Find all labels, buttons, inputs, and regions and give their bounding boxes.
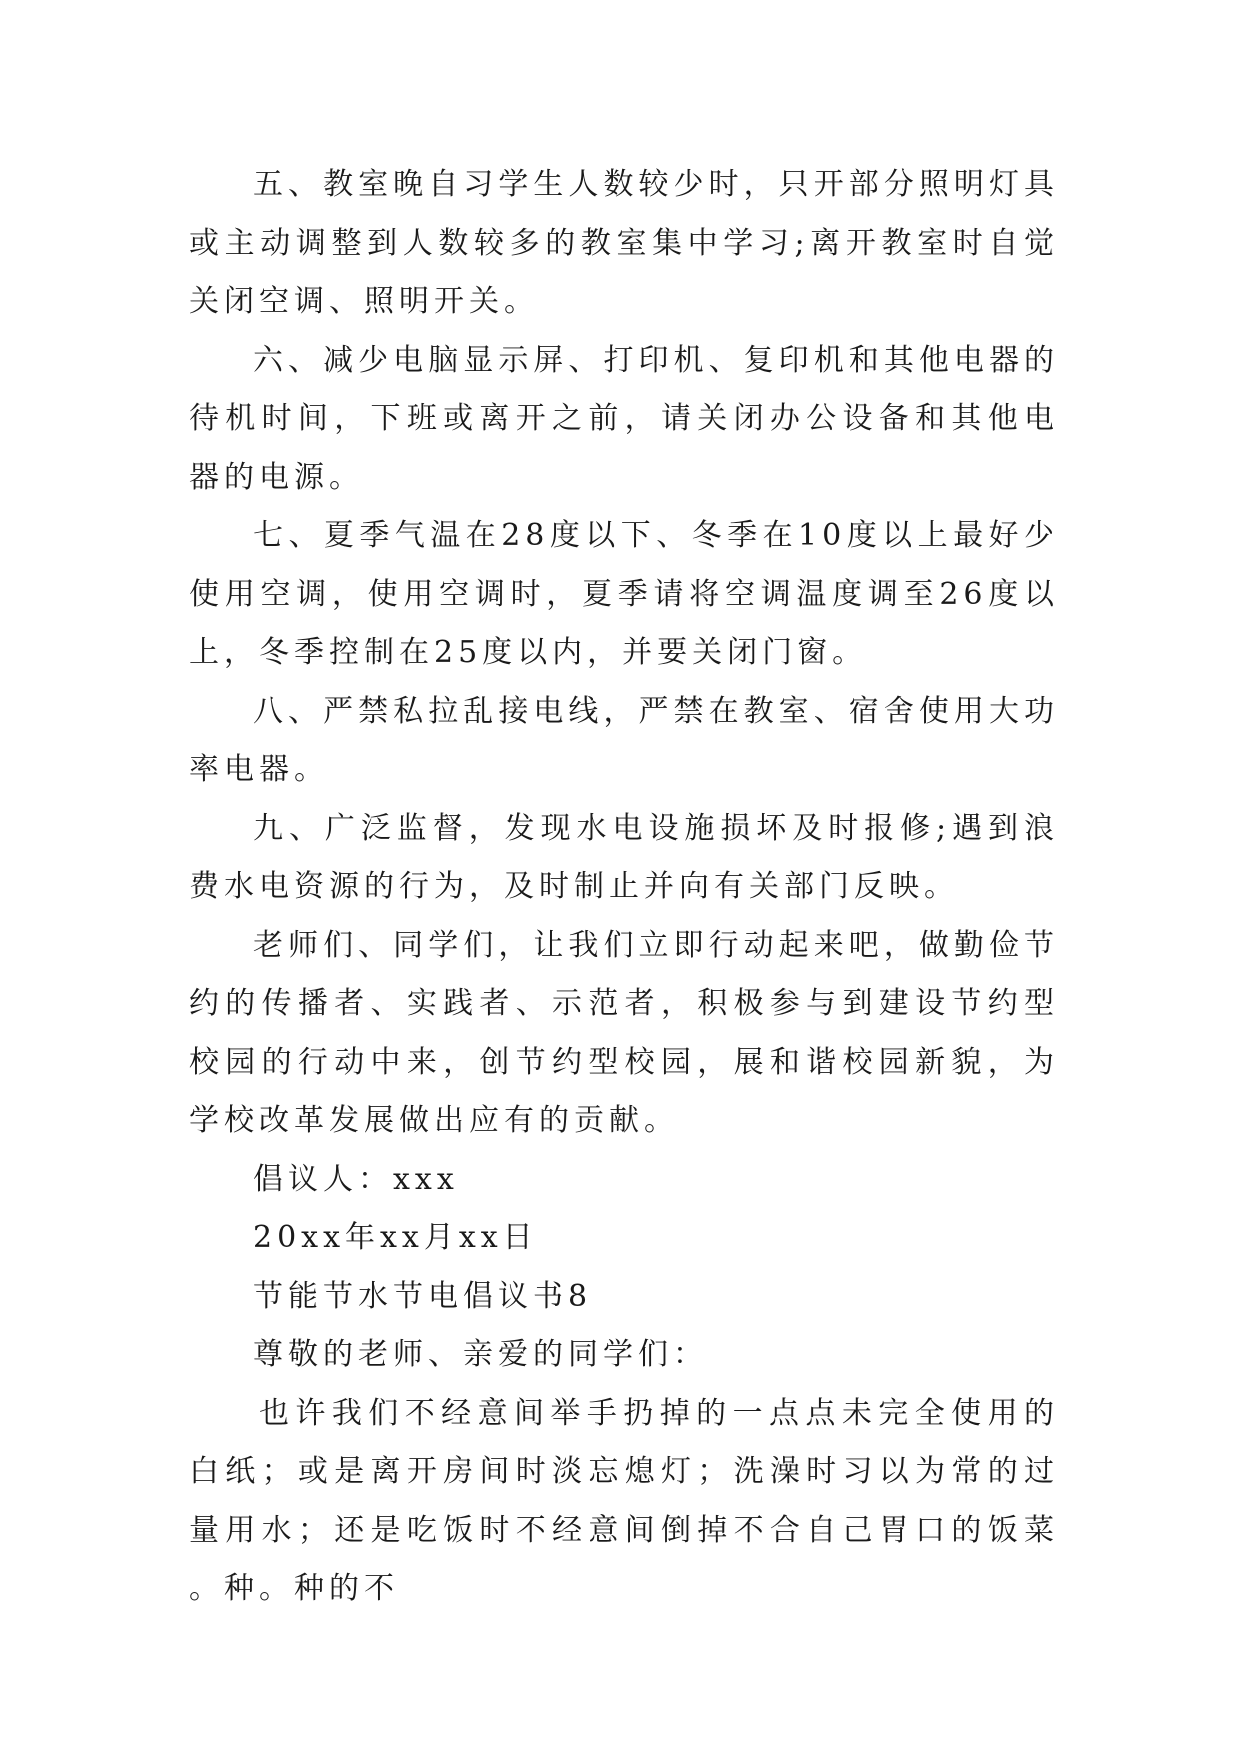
- date-line: 20xx年xx月xx日: [253, 1220, 538, 1255]
- paragraph-item-7: 七、夏季气温在28度以下、冬季在10度以上最好少使用空调，使用空调时，夏季请将空调温度调至26度以上，冬季控制在25度以内，并要关闭门窗。: [189, 518, 1059, 670]
- closing-appeal-paragraph: 老师们、同学们，让我们立即行动起来吧，做勤俭节约的传播者、实践者、示范者，积极参与到建设节约型校园的行动中来，创节约型校园，展和谐校园新貌，为学校改革发展做出应有的贡献。: [189, 927, 1059, 1138]
- paragraph-item-6: 六、减少电脑显示屏、打印机、复印机和其他电器的待机时间，下班或离开之前，请关闭办公设备和其他电器的电源。: [189, 342, 1059, 495]
- paragraph-item-8: 八、严禁私拉乱接电线，严禁在教室、宿舍使用大功率电器。: [189, 693, 1059, 787]
- paragraph-item-9: 九、广泛监督，发现水电设施损坏及时报修;遇到浪费水电资源的行为，及时制止并向有关部门反映。: [189, 810, 1059, 904]
- section-title: 节能节水节电倡议书8: [253, 1278, 593, 1314]
- signature-line: 倡议人：xxx: [253, 1161, 459, 1197]
- document-body: [189, 156, 1059, 1619]
- paragraph-item-5: 五、教室晚自习学生人数较少时，只开部分照明灯具或主动调整到人数较多的教室集中学习;离开教室时自觉关闭空调、照明开关。: [189, 167, 1059, 319]
- final-paragraph: 也许我们不经意间举手扔掉的一点点未完全使用的白纸；或是离开房间时淡忘熄灯；洗澡时习以为常的过量用水；还是吃饭时不经意间倒掉不合自己胃口的饭菜。种。种的不: [189, 1395, 1059, 1606]
- salutation-line: 尊敬的老师、亲爱的同学们：: [253, 1337, 708, 1372]
